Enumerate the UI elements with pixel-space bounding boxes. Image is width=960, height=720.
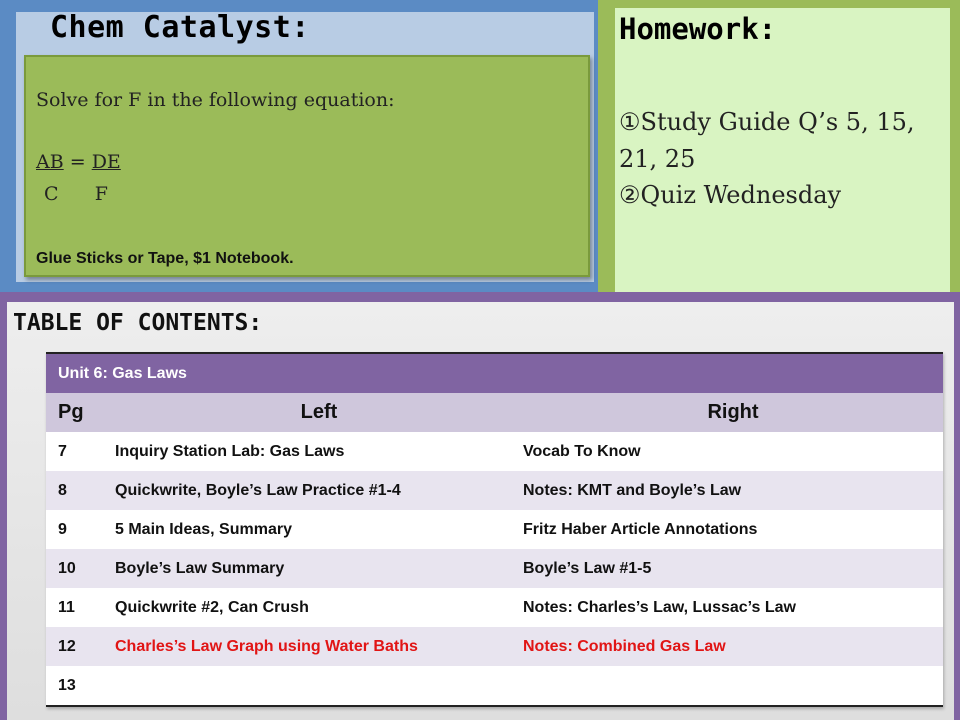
row-right: Notes: KMT and Boyle’s Law	[523, 481, 742, 499]
table-row	[46, 432, 943, 471]
catalyst-prompt: Solve for F in the following equation:	[36, 89, 395, 111]
catalyst-title: Chem Catalyst:	[50, 10, 310, 45]
equation-denominator-left: C	[44, 183, 59, 205]
row-pg: 7	[58, 442, 67, 460]
row-right-highlighted: Notes: Combined Gas Law	[523, 637, 726, 655]
table-row	[46, 510, 943, 549]
unit-header-row	[46, 354, 943, 393]
row-right: Notes: Charles’s Law, Lussac’s Law	[523, 598, 796, 616]
equation-equals: =	[63, 151, 92, 173]
row-pg: 8	[58, 481, 67, 499]
unit-label: Unit 6: Gas Laws	[58, 364, 187, 382]
toc-background	[7, 302, 954, 720]
header-pg: Pg	[58, 401, 84, 423]
homework-item-2: ②Quiz Wednesday	[619, 181, 842, 209]
table-row	[46, 627, 943, 666]
supplies-note: Glue Sticks or Tape, $1 Notebook.	[36, 250, 294, 267]
row-pg: 12	[58, 637, 76, 655]
row-left: Inquiry Station Lab: Gas Laws	[115, 442, 345, 460]
row-right: Fritz Haber Article Annotations	[523, 520, 758, 538]
row-left-highlighted: Charles’s Law Graph using Water Baths	[115, 637, 418, 655]
column-header-row	[46, 393, 943, 432]
toc-table	[46, 352, 943, 707]
equation-numerator-right: DE	[91, 151, 121, 173]
header-left: Left	[300, 401, 338, 423]
row-left: Quickwrite #2, Can Crush	[115, 598, 309, 616]
row-right: Boyle’s Law #1-5	[523, 559, 652, 577]
table-row	[46, 666, 943, 705]
row-left: 5 Main Ideas, Summary	[115, 520, 292, 538]
catalyst-panel	[0, 0, 598, 292]
row-right: Vocab To Know	[523, 442, 641, 460]
header-right: Right	[707, 401, 759, 423]
toc-title: TABLE OF CONTENTS:	[13, 310, 263, 336]
equation-denominator-right: F	[94, 183, 108, 205]
row-pg: 10	[58, 559, 76, 577]
toc-panel	[0, 292, 960, 720]
row-pg: 9	[58, 520, 67, 538]
homework-title: Homework:	[619, 12, 777, 46]
table-row	[46, 588, 943, 627]
equation-numerators	[36, 151, 121, 173]
equation-denominators	[44, 183, 108, 205]
row-left: Quickwrite, Boyle’s Law Practice #1-4	[115, 481, 401, 499]
homework-background	[615, 8, 950, 292]
homework-panel	[598, 0, 960, 292]
table-row	[46, 549, 943, 588]
catalyst-question-box	[24, 55, 590, 277]
equation-numerator-left: AB	[36, 151, 64, 173]
table-row	[46, 471, 943, 510]
row-pg: 11	[58, 598, 75, 616]
row-pg: 13	[58, 676, 76, 694]
row-left: Boyle’s Law Summary	[115, 559, 285, 577]
homework-item-1: ①Study Guide Q’s 5, 15, 21, 25	[619, 108, 915, 173]
